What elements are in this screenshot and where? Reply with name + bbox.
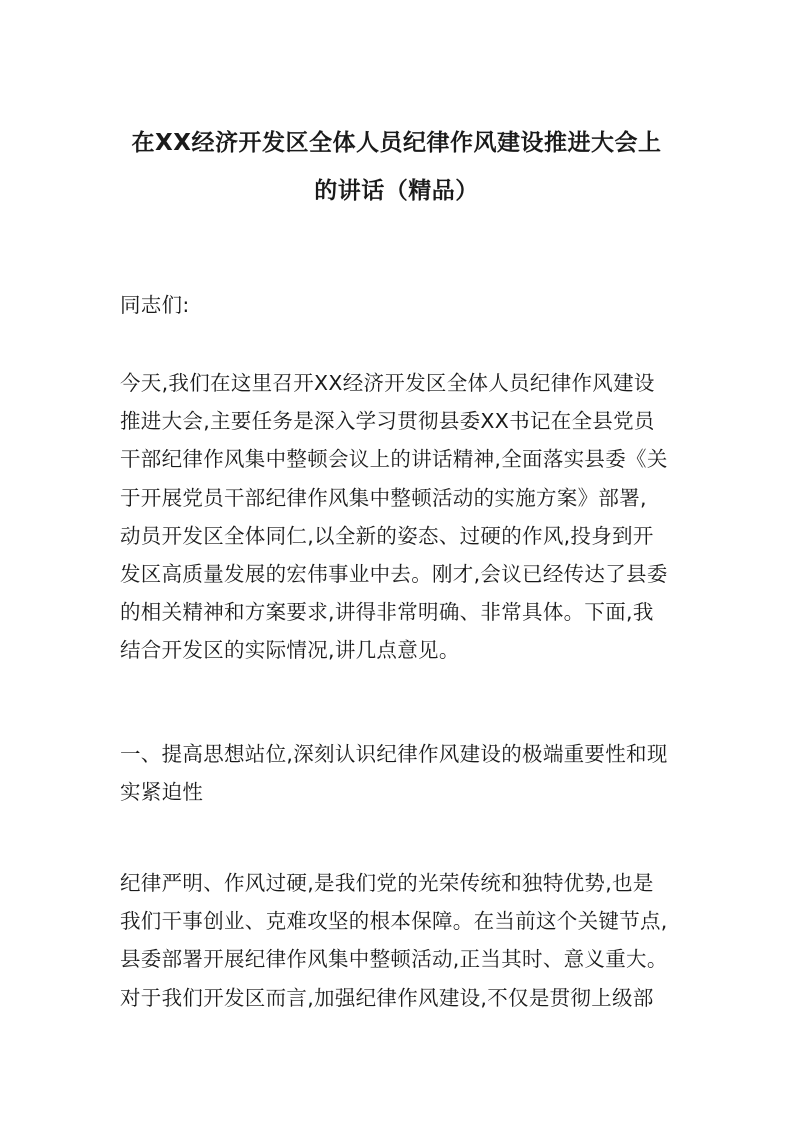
paragraph-line: 我们干事创业、克难攻坚的根本保障。在当前这个关键节点, (120, 909, 668, 934)
heading-line: 一、提高思想站位,深刻认识纪律作风建设的极端重要性和现 (120, 742, 668, 766)
paragraph-line: 推进大会,主要任务是深入学习贯彻县委XX书记在全县党员 (120, 409, 655, 434)
paragraph-line: 县委部署开展纪律作风集中整顿活动,正当其时、意义重大。 (120, 947, 668, 972)
paragraph-line: 动员开发区全体同仁,以全新的姿态、过硬的作风,投身到开 (120, 523, 654, 548)
paragraph-line: 发区高质量发展的宏伟事业中去。刚才,会议已经传达了县委 (120, 562, 668, 587)
paragraph-section-1 (120, 864, 680, 1017)
section-heading-1 (120, 735, 680, 811)
salutation: 同志们: (120, 293, 190, 317)
paragraph-line: 的相关精神和方案要求,讲得非常明确、非常具体。下面,我 (120, 600, 654, 625)
document-title-line-2: 的讲话（精品） (314, 178, 479, 204)
paragraph-line: 纪律严明、作风过硬,是我们党的光荣传统和独特优势,也是 (120, 871, 654, 895)
document-title-line-1: 在XX经济开发区全体人员纪律作风建设推进大会上 (131, 130, 662, 156)
paragraph-line: 于开展党员干部纪律作风集中整顿活动的实施方案》部署, (120, 485, 647, 510)
paragraph-line: 今天,我们在这里召开XX经济开发区全体人员纪律作风建设 (120, 371, 655, 395)
heading-line: 实紧迫性 (120, 780, 204, 805)
paragraph-line: 结合开发区的实际情况,讲几点意见。 (120, 638, 460, 663)
paragraph-line: 干部纪律作风集中整顿会议上的讲话精神,全面落实县委《关 (120, 447, 668, 472)
paragraph-intro (120, 364, 680, 670)
paragraph-line: 对于我们开发区而言,加强纪律作风建设,不仅是贯彻上级部 (120, 985, 654, 1010)
